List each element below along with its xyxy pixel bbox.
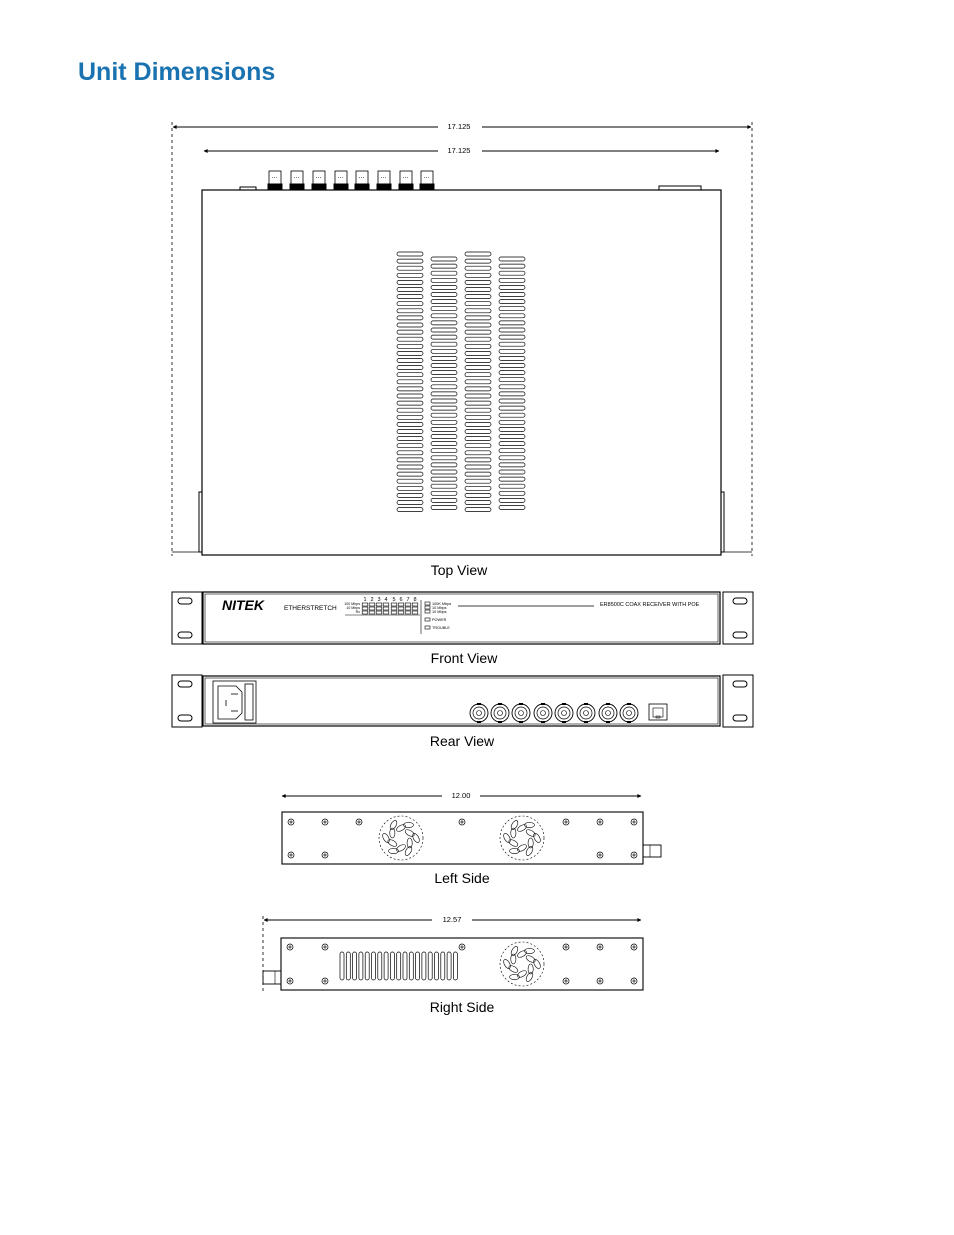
top-view-caption: Top View <box>430 562 488 578</box>
rear-bnc-2 <box>491 703 509 723</box>
vent-slot-0-31 <box>397 472 423 476</box>
model-label: ER8500C COAX RECEIVER WITH POE <box>600 602 700 608</box>
right-screw-10 <box>631 978 637 984</box>
vent-slot-0-10 <box>397 323 423 327</box>
top-bnc-8 <box>420 171 434 190</box>
channel-number-4: 4 <box>384 597 388 603</box>
right-screw-0 <box>287 944 293 950</box>
vent-slot-3-26 <box>499 442 525 446</box>
vent-slot-1-16 <box>431 371 457 375</box>
left-screw-6 <box>631 819 637 825</box>
vent-slot-0-13 <box>397 344 423 348</box>
vent-slot-2-16 <box>465 366 491 370</box>
front-panel <box>203 592 720 644</box>
vent-slot-2-36 <box>465 508 491 512</box>
right-slot-1 <box>346 952 350 980</box>
vent-slot-3-27 <box>499 449 525 453</box>
vent-slot-2-12 <box>465 337 491 341</box>
vent-slot-3-7 <box>499 307 525 311</box>
channel-led-7-0 <box>405 603 411 606</box>
right-screw-1 <box>322 944 328 950</box>
left-screw-9 <box>597 852 603 858</box>
rear-bnc-5 <box>555 703 573 723</box>
vent-slot-3-1 <box>499 264 525 268</box>
vent-slot-3-32 <box>499 484 525 488</box>
right-slot-13 <box>422 952 426 980</box>
left-screw-8 <box>322 852 328 858</box>
vent-slot-2-17 <box>465 373 491 377</box>
vent-slot-3-10 <box>499 328 525 332</box>
rear-bnc-7 <box>599 703 617 723</box>
left-fan-1 <box>379 816 423 860</box>
rj45-port <box>649 704 667 720</box>
right-slot-12 <box>416 952 420 980</box>
channel-led-1-0 <box>362 603 368 606</box>
vent-slot-0-21 <box>397 401 423 405</box>
channel-led-3-1 <box>376 607 382 610</box>
right-screw-3 <box>563 944 569 950</box>
vent-slot-1-4 <box>431 285 457 289</box>
top-bnc-2 <box>290 171 304 190</box>
channel-number-2: 2 <box>370 597 374 603</box>
vent-slot-0-6 <box>397 295 423 299</box>
vent-slot-3-22 <box>499 413 525 417</box>
right-side-view <box>263 915 643 1015</box>
vent-slot-1-11 <box>431 335 457 339</box>
vent-slot-1-10 <box>431 328 457 332</box>
vent-slot-0-36 <box>397 508 423 512</box>
vent-slot-0-16 <box>397 366 423 370</box>
right-slot-2 <box>353 952 357 980</box>
left-side-dimension <box>282 791 641 800</box>
left-side-chassis <box>282 812 643 864</box>
vent-slot-3-28 <box>499 456 525 460</box>
left-side-caption: Left Side <box>434 870 490 886</box>
vent-slot-2-25 <box>465 430 491 434</box>
vent-slot-2-24 <box>465 422 491 426</box>
vent-slot-2-8 <box>465 309 491 313</box>
vent-slot-0-32 <box>397 479 423 483</box>
vent-slot-3-17 <box>499 378 525 382</box>
vent-slot-1-7 <box>431 307 457 311</box>
vent-slot-0-9 <box>397 316 423 320</box>
vent-slot-1-20 <box>431 399 457 403</box>
channel-number-1: 1 <box>363 597 367 603</box>
vent-slot-1-27 <box>431 449 457 453</box>
rear-view <box>172 675 753 749</box>
right-screw-9 <box>597 978 603 984</box>
vent-slot-0-5 <box>397 288 423 292</box>
right-side-fan <box>500 942 544 986</box>
vent-slot-1-14 <box>431 356 457 360</box>
vent-slot-2-11 <box>465 330 491 334</box>
top-view <box>172 122 752 578</box>
front-view-caption: Front View <box>430 650 498 666</box>
vent-slot-3-9 <box>499 321 525 325</box>
nitek-logo: NITEK <box>222 597 264 613</box>
rear-right-ear <box>723 675 753 727</box>
vent-slot-0-3 <box>397 273 423 277</box>
vent-slot-0-2 <box>397 266 423 270</box>
vent-slot-0-28 <box>397 451 423 455</box>
vent-slot-3-35 <box>499 506 525 510</box>
channel-led-2-1 <box>369 607 375 610</box>
vent-slot-0-23 <box>397 415 423 419</box>
channel-led-1-1 <box>362 607 368 610</box>
vent-slot-0-25 <box>397 430 423 434</box>
vent-slot-3-21 <box>499 406 525 410</box>
vent-slot-3-18 <box>499 385 525 389</box>
vent-slot-2-30 <box>465 465 491 469</box>
vent-slot-3-29 <box>499 463 525 467</box>
channel-number-7: 7 <box>406 597 410 603</box>
vent-slot-3-12 <box>499 342 525 346</box>
vent-slot-0-26 <box>397 437 423 441</box>
vent-slot-1-23 <box>431 420 457 424</box>
channel-number-5: 5 <box>392 597 396 603</box>
vent-slot-0-11 <box>397 330 423 334</box>
right-screw-5 <box>631 944 637 950</box>
vent-slot-1-28 <box>431 456 457 460</box>
vent-slot-3-3 <box>499 278 525 282</box>
top-bnc-6 <box>377 171 391 190</box>
channel-led-2-2 <box>369 611 375 614</box>
vent-slot-2-35 <box>465 501 491 505</box>
right-screw-7 <box>322 978 328 984</box>
top-view-vent-slots <box>397 252 525 512</box>
left-fan-2 <box>500 816 544 860</box>
channel-led-4-2 <box>383 611 389 614</box>
vent-slot-2-19 <box>465 387 491 391</box>
top-bnc-7 <box>399 171 413 190</box>
right-slot-8 <box>390 952 394 980</box>
vent-slot-1-5 <box>431 293 457 297</box>
vent-slot-3-6 <box>499 300 525 304</box>
vent-slot-1-32 <box>431 484 457 488</box>
vent-slot-2-31 <box>465 472 491 476</box>
channel-led-5-1 <box>391 607 397 610</box>
vent-slot-0-14 <box>397 351 423 355</box>
rear-bnc-connectors <box>470 703 638 723</box>
vent-slot-0-35 <box>397 501 423 505</box>
front-view <box>172 592 753 666</box>
vent-slot-0-12 <box>397 337 423 341</box>
channel-led-8-1 <box>412 607 418 610</box>
vent-slot-2-5 <box>465 288 491 292</box>
vent-slot-3-15 <box>499 364 525 368</box>
right-slot-11 <box>409 952 413 980</box>
top-view-chassis <box>202 190 721 555</box>
left-side-view <box>282 791 661 886</box>
vent-slot-2-26 <box>465 437 491 441</box>
rear-left-ear <box>172 675 202 727</box>
vent-slot-1-29 <box>431 463 457 467</box>
page-title: Unit Dimensions <box>78 58 276 86</box>
vent-slot-0-17 <box>397 373 423 377</box>
vent-slot-1-1 <box>431 264 457 268</box>
vent-slot-1-33 <box>431 491 457 495</box>
vent-slot-3-34 <box>499 498 525 502</box>
left-side-fans <box>379 816 544 860</box>
vent-slot-1-8 <box>431 314 457 318</box>
right-slot-16 <box>441 952 445 980</box>
vent-slot-0-27 <box>397 444 423 448</box>
vent-slot-1-2 <box>431 271 457 275</box>
left-screw-4 <box>563 819 569 825</box>
vent-slot-2-7 <box>465 302 491 306</box>
right-slot-10 <box>403 952 407 980</box>
channel-led-1-2 <box>362 611 368 614</box>
channel-led-2-0 <box>369 603 375 606</box>
right-slot-14 <box>428 952 432 980</box>
right-slot-5 <box>372 952 376 980</box>
vent-slot-3-24 <box>499 427 525 431</box>
vent-slot-2-33 <box>465 486 491 490</box>
channel-number-6: 6 <box>399 597 403 603</box>
vent-slot-3-19 <box>499 392 525 396</box>
vent-slot-3-33 <box>499 491 525 495</box>
status-label-0: 100K Mbps <box>432 602 452 606</box>
rear-bnc-6 <box>577 703 595 723</box>
vent-slot-2-3 <box>465 273 491 277</box>
right-side-caption: Right Side <box>429 999 495 1015</box>
vent-slot-2-34 <box>465 493 491 497</box>
vent-slot-1-34 <box>431 498 457 502</box>
right-fan-1 <box>500 942 544 986</box>
vent-slot-0-1 <box>397 259 423 263</box>
vent-slot-0-15 <box>397 359 423 363</box>
right-side-dimension-label: 12.57 <box>442 915 462 924</box>
vent-slot-2-14 <box>465 351 491 355</box>
vent-slot-2-1 <box>465 259 491 263</box>
vent-slot-2-6 <box>465 295 491 299</box>
channel-led-5-0 <box>391 603 397 606</box>
vent-slot-3-25 <box>499 435 525 439</box>
top-bnc-connectors <box>268 171 434 190</box>
vent-slot-2-10 <box>465 323 491 327</box>
vent-slot-2-9 <box>465 316 491 320</box>
left-side-screws <box>288 819 637 858</box>
top-dimension-inner <box>204 146 719 155</box>
channel-led-4-1 <box>383 607 389 610</box>
vent-slot-2-21 <box>465 401 491 405</box>
speed-label-10: 10 Mbps <box>346 606 360 610</box>
top-dimension-outer-label: 17.125 <box>447 122 471 131</box>
left-side-dimension-label: 12.00 <box>451 791 471 800</box>
channel-led-6-2 <box>398 611 404 614</box>
channel-number-8: 8 <box>413 597 417 603</box>
right-slot-18 <box>453 952 457 980</box>
vent-slot-2-2 <box>465 266 491 270</box>
channel-led-6-0 <box>398 603 404 606</box>
vent-slot-3-4 <box>499 285 525 289</box>
channel-led-5-2 <box>391 611 397 614</box>
vent-slot-1-24 <box>431 427 457 431</box>
vent-slot-1-25 <box>431 435 457 439</box>
rear-bnc-8 <box>620 703 638 723</box>
vent-slot-2-13 <box>465 344 491 348</box>
left-screw-7 <box>288 852 294 858</box>
vent-slot-3-30 <box>499 470 525 474</box>
vent-slot-0-0 <box>397 252 423 256</box>
front-left-ear <box>172 592 202 644</box>
vent-slot-1-6 <box>431 300 457 304</box>
right-slot-15 <box>435 952 439 980</box>
vent-slot-1-3 <box>431 278 457 282</box>
right-slot-4 <box>365 952 369 980</box>
channel-led-3-2 <box>376 611 382 614</box>
channel-led-8-0 <box>412 603 418 606</box>
vent-slot-0-4 <box>397 280 423 284</box>
vent-slot-3-31 <box>499 477 525 481</box>
vent-slot-2-18 <box>465 380 491 384</box>
status-label-power: POWER <box>432 618 447 622</box>
right-screw-2 <box>459 944 465 950</box>
vent-slot-3-16 <box>499 371 525 375</box>
rear-panel <box>203 676 720 726</box>
vent-slot-0-24 <box>397 422 423 426</box>
vent-slot-1-0 <box>431 257 457 261</box>
vent-slot-0-29 <box>397 458 423 462</box>
vent-slot-3-0 <box>499 257 525 261</box>
front-channel-indicators <box>362 597 418 614</box>
right-screw-6 <box>287 978 293 984</box>
vent-slot-2-0 <box>465 252 491 256</box>
rear-bnc-4 <box>534 703 552 723</box>
vent-slot-3-13 <box>499 349 525 353</box>
vent-slot-2-4 <box>465 280 491 284</box>
top-bnc-4 <box>334 171 348 190</box>
right-slot-3 <box>359 952 363 980</box>
vent-slot-0-34 <box>397 493 423 497</box>
rear-bnc-1 <box>470 703 488 723</box>
channel-led-6-1 <box>398 607 404 610</box>
vent-slot-1-26 <box>431 442 457 446</box>
vent-slot-1-13 <box>431 349 457 353</box>
right-side-screws <box>287 944 637 984</box>
channel-led-7-1 <box>405 607 411 610</box>
front-status-indicators <box>425 602 451 630</box>
vent-slot-2-20 <box>465 394 491 398</box>
right-slot-0 <box>340 952 344 980</box>
vent-slot-2-32 <box>465 479 491 483</box>
channel-number-3: 3 <box>377 597 381 603</box>
vent-slot-0-33 <box>397 486 423 490</box>
status-label-1: 10 Mbps <box>432 606 447 610</box>
vent-slot-2-15 <box>465 359 491 363</box>
right-slot-9 <box>397 952 401 980</box>
vent-slot-0-7 <box>397 302 423 306</box>
vent-slot-3-23 <box>499 420 525 424</box>
speed-label-rx: Rx <box>355 610 360 614</box>
rear-view-caption: Rear View <box>429 733 495 749</box>
vent-slot-2-22 <box>465 408 491 412</box>
vent-slot-3-11 <box>499 335 525 339</box>
speed-label-100: 100 Mbps <box>344 602 360 606</box>
top-bnc-1 <box>268 171 282 190</box>
status-label-2: 10 Mbps <box>432 610 447 614</box>
left-screw-1 <box>322 819 328 825</box>
vent-slot-0-8 <box>397 309 423 313</box>
vent-slot-2-28 <box>465 451 491 455</box>
vent-slot-3-8 <box>499 314 525 318</box>
vent-slot-2-23 <box>465 415 491 419</box>
status-label-trouble: TROUBLE <box>432 626 450 630</box>
right-screw-8 <box>563 978 569 984</box>
vent-slot-1-22 <box>431 413 457 417</box>
vent-slot-1-19 <box>431 392 457 396</box>
power-inlet <box>213 681 256 723</box>
vent-slot-2-27 <box>465 444 491 448</box>
channel-led-4-0 <box>383 603 389 606</box>
top-bnc-5 <box>355 171 369 190</box>
left-screw-0 <box>288 819 294 825</box>
right-slot-17 <box>447 952 451 980</box>
vent-slot-0-18 <box>397 380 423 384</box>
vent-slot-3-5 <box>499 293 525 297</box>
brand-label: ETHERSTRETCH <box>284 605 337 612</box>
vent-slot-0-19 <box>397 387 423 391</box>
vent-slot-0-22 <box>397 408 423 412</box>
channel-led-3-0 <box>376 603 382 606</box>
vent-slot-3-2 <box>499 271 525 275</box>
top-bnc-3 <box>312 171 326 190</box>
vent-slot-1-12 <box>431 342 457 346</box>
vent-slot-0-30 <box>397 465 423 469</box>
front-right-ear <box>723 592 753 644</box>
vent-slot-1-30 <box>431 470 457 474</box>
vent-slot-1-17 <box>431 378 457 382</box>
vent-slot-3-14 <box>499 356 525 360</box>
rear-bnc-3 <box>512 703 530 723</box>
top-dimension-outer <box>173 122 751 131</box>
vent-slot-0-20 <box>397 394 423 398</box>
left-screw-10 <box>631 852 637 858</box>
right-side-vent-slots <box>340 952 457 980</box>
vent-slot-1-31 <box>431 477 457 481</box>
top-dimension-inner-label: 17.125 <box>447 146 471 155</box>
right-slot-6 <box>378 952 382 980</box>
left-screw-2 <box>356 819 362 825</box>
right-screw-4 <box>597 944 603 950</box>
vent-slot-3-20 <box>499 399 525 403</box>
vent-slot-1-9 <box>431 321 457 325</box>
right-slot-7 <box>384 952 388 980</box>
vent-slot-1-18 <box>431 385 457 389</box>
right-side-dimension <box>264 915 641 924</box>
left-screw-3 <box>459 819 465 825</box>
vent-slot-1-21 <box>431 406 457 410</box>
vent-slot-1-35 <box>431 506 457 510</box>
channel-led-8-2 <box>412 611 418 614</box>
left-screw-5 <box>597 819 603 825</box>
vent-slot-2-29 <box>465 458 491 462</box>
channel-led-7-2 <box>405 611 411 614</box>
vent-slot-1-15 <box>431 364 457 368</box>
